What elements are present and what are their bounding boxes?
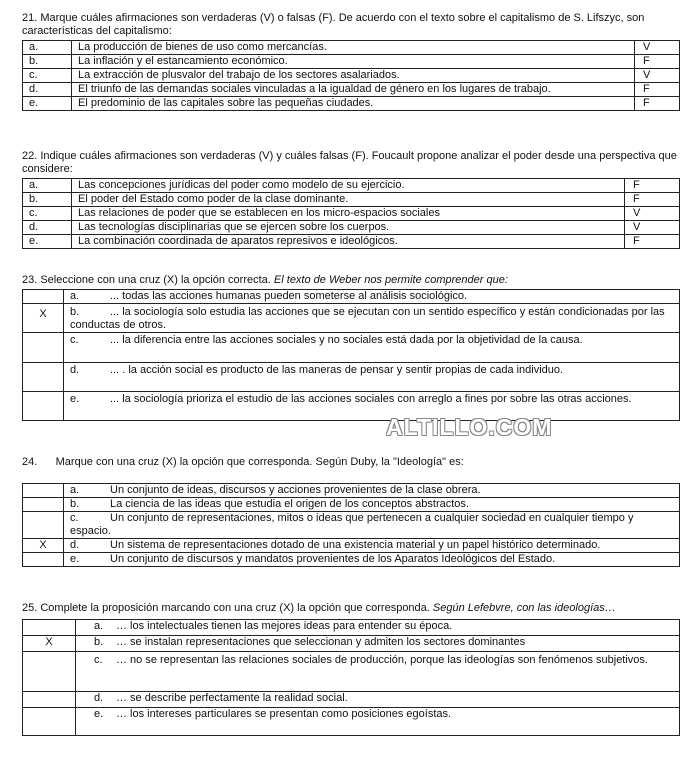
option-letter: e. [70, 553, 80, 565]
mark-cell[interactable] [23, 290, 64, 304]
mark-cell[interactable] [23, 333, 64, 363]
table-row [23, 221, 680, 235]
option-text: Un conjunto de representaciones, mitos o ideas que pertenecen a cualquier sociedad en cualquier tiempo y espacio. [70, 512, 634, 537]
table-row [23, 636, 680, 652]
mark-cell[interactable] [23, 553, 64, 567]
question-25-prompt [22, 602, 680, 615]
table-row [23, 652, 680, 692]
question-21-prompt: 21. Marque cuáles afirmaciones son verdaderas (V) o falsas (F). De acuerdo con el texto sobre el capitalismo de S. Lifszyc, son características del capitalismo: [22, 12, 645, 37]
question-22-prompt: 22. Indique cuáles afirmaciones son verdaderas (V) y cuáles falsas (F). Foucault propone analizar el poder desde una perspectiva que considere: [22, 150, 677, 175]
question-25-prompt-italic: Según Lefebvre, con las ideologías… [432, 602, 616, 614]
answer-cell[interactable]: F [625, 193, 680, 207]
mark-cell[interactable]: X [23, 636, 76, 652]
option-text: … se describe perfectamente la realidad social. [116, 692, 348, 704]
option-cell [64, 484, 680, 498]
question-24-table [22, 483, 680, 567]
option-letter: b. [70, 306, 80, 318]
option-letter: c. [94, 654, 103, 666]
answer-cell[interactable]: F [635, 55, 680, 69]
option-text: El triunfo de las demandas sociales vinculadas a la igualdad de género en los lugares de trabajo. [72, 83, 635, 97]
table-row [23, 207, 680, 221]
table-row [23, 83, 680, 97]
mark-cell[interactable] [23, 652, 76, 692]
option-letter: c. [70, 334, 79, 346]
answer-cell[interactable]: F [635, 97, 680, 111]
option-cell [76, 652, 680, 692]
answer-cell[interactable]: F [625, 179, 680, 193]
option-text: ... todas las acciones humanas pueden someterse al análisis sociológico. [110, 290, 468, 302]
table-row [23, 69, 680, 83]
option-text: Un conjunto de discursos y mandatos provenientes de los Aparatos Ideológicos del Estado. [110, 553, 556, 565]
question-21-table [22, 40, 680, 111]
option-text: … los intereses particulares se presentan como posiciones egoístas. [116, 708, 452, 720]
option-letter: d. [23, 221, 72, 235]
option-letter: b. [94, 636, 104, 648]
option-cell [76, 708, 680, 736]
option-letter: b. [70, 498, 80, 510]
option-letter: b. [23, 55, 72, 69]
option-cell [64, 553, 680, 567]
option-cell [64, 333, 680, 363]
option-cell [76, 620, 680, 636]
option-cell [64, 512, 680, 539]
option-letter: d. [94, 692, 104, 704]
question-25-table [22, 619, 680, 736]
mark-cell[interactable] [23, 692, 76, 708]
question-23-prompt-italic: El texto de Weber nos permite comprender que: [273, 274, 508, 286]
question-23-prompt [22, 274, 680, 287]
option-text: Un conjunto de ideas, discursos y acciones provenientes de la clase obrera. [110, 484, 481, 496]
answer-cell[interactable]: V [625, 207, 680, 221]
mark-cell[interactable] [23, 620, 76, 636]
table-row [23, 708, 680, 736]
option-text: Un sistema de representaciones dotado de una existencia material y un papel histórico determinado. [110, 539, 601, 551]
option-text: ... la sociología prioriza el estudio de las acciones sociales con arreglo a fines por sobre las otras acciones. [110, 393, 632, 405]
table-row [23, 290, 680, 304]
watermark-logo: ALTILLO.COM [386, 414, 553, 440]
question-23-prompt-main: 23. Seleccione con una cruz (X) la opción correcta. [22, 274, 271, 286]
option-cell [64, 290, 680, 304]
option-letter: d. [23, 83, 72, 97]
option-text: ... la diferencia entre las acciones sociales y no sociales está dada por la objetividad de la causa. [110, 334, 583, 346]
option-cell [64, 498, 680, 512]
option-cell [64, 539, 680, 553]
table-row [23, 512, 680, 539]
table-row [23, 55, 680, 69]
table-row [23, 363, 680, 392]
answer-cell[interactable]: V [635, 41, 680, 55]
question-25-prompt-main: 25. Complete la proposición marcando con una cruz (X) la opción que corresponda. [22, 602, 430, 614]
question-25 [22, 602, 680, 736]
table-row [23, 539, 680, 553]
option-text: … se instalan representaciones que seleccionan y admiten los sectores dominantes [116, 636, 526, 648]
question-23 [22, 274, 680, 421]
table-row [23, 179, 680, 193]
table-row [23, 392, 680, 421]
option-letter: c. [23, 207, 72, 221]
option-text: La ciencia de las ideas que estudia el origen de los conceptos abstractos. [110, 498, 469, 510]
mark-cell[interactable] [23, 484, 64, 498]
question-22 [22, 150, 680, 249]
question-24-prompt: 24. Marque con una cruz (X) la opción que corresponda. Según Duby, la "Ideología" es: [22, 456, 464, 468]
question-23-table [22, 289, 680, 421]
table-row [23, 333, 680, 363]
option-letter: b. [23, 193, 72, 207]
option-letter: e. [23, 97, 72, 111]
mark-cell[interactable] [23, 512, 64, 539]
option-letter: c. [23, 69, 72, 83]
answer-cell[interactable]: V [635, 69, 680, 83]
table-row [23, 484, 680, 498]
mark-cell[interactable] [23, 498, 64, 512]
option-cell [76, 692, 680, 708]
mark-cell[interactable]: X [23, 304, 64, 333]
table-row [23, 620, 680, 636]
option-letter: a. [70, 484, 80, 496]
mark-cell[interactable] [23, 392, 64, 421]
answer-cell[interactable]: F [625, 235, 680, 249]
option-text: Las concepciones jurídicas del poder como modelo de su ejercicio. [72, 179, 625, 193]
answer-cell[interactable]: F [635, 83, 680, 97]
table-row [23, 553, 680, 567]
table-row [23, 97, 680, 111]
table-row [23, 235, 680, 249]
option-text: … no se representan las relaciones sociales de producción, porque las ideologías son fenómenos subjetivos. [116, 654, 648, 666]
option-letter: e. [23, 235, 72, 249]
question-22-table [22, 178, 680, 249]
option-letter: d. [70, 539, 80, 551]
option-letter: d. [70, 364, 80, 376]
table-row [23, 41, 680, 55]
option-cell [64, 392, 680, 421]
option-text: ... la sociología solo estudia las acciones que se ejecutan con un sentido específico y están condicionadas por las conductas de otros. [70, 306, 665, 331]
table-row [23, 304, 680, 333]
option-cell [64, 363, 680, 392]
option-text: ... . la acción social es producto de las maneras de pensar y sentir propias de cada individuo. [110, 364, 564, 376]
option-text: La extracción de plusvalor del trabajo de los sectores asalariados. [72, 69, 635, 83]
option-text: La producción de bienes de uso como mercancías. [72, 41, 635, 55]
option-letter: e. [70, 393, 80, 405]
question-21 [22, 12, 680, 111]
option-cell [64, 304, 680, 333]
option-text: … los intelectuales tienen las mejores ideas para entender su época. [116, 620, 453, 632]
option-letter: a. [70, 290, 80, 302]
table-row [23, 692, 680, 708]
option-letter: a. [23, 179, 72, 193]
mark-cell[interactable]: X [23, 539, 64, 553]
option-letter: a. [23, 41, 72, 55]
option-cell [76, 636, 680, 652]
table-row [23, 498, 680, 512]
option-text: El predominio de las capitales sobre las pequeñas ciudades. [72, 97, 635, 111]
option-letter: e. [94, 708, 104, 720]
table-row [23, 193, 680, 207]
option-letter: c. [70, 512, 79, 524]
question-24 [22, 456, 680, 567]
option-text: Las tecnologías disciplinarias que se ejercen sobre los cuerpos. [72, 221, 625, 235]
mark-cell[interactable] [23, 363, 64, 392]
answer-cell[interactable]: V [625, 221, 680, 235]
option-text: La combinación coordinada de aparatos represivos e ideológicos. [72, 235, 625, 249]
option-text: El poder del Estado como poder de la clase dominante. [72, 193, 625, 207]
option-text: La inflación y el estancamiento económico. [72, 55, 635, 69]
option-text: Las relaciones de poder que se establecen en los micro-espacios sociales [72, 207, 625, 221]
mark-cell[interactable] [23, 708, 76, 736]
option-letter: a. [94, 620, 104, 632]
